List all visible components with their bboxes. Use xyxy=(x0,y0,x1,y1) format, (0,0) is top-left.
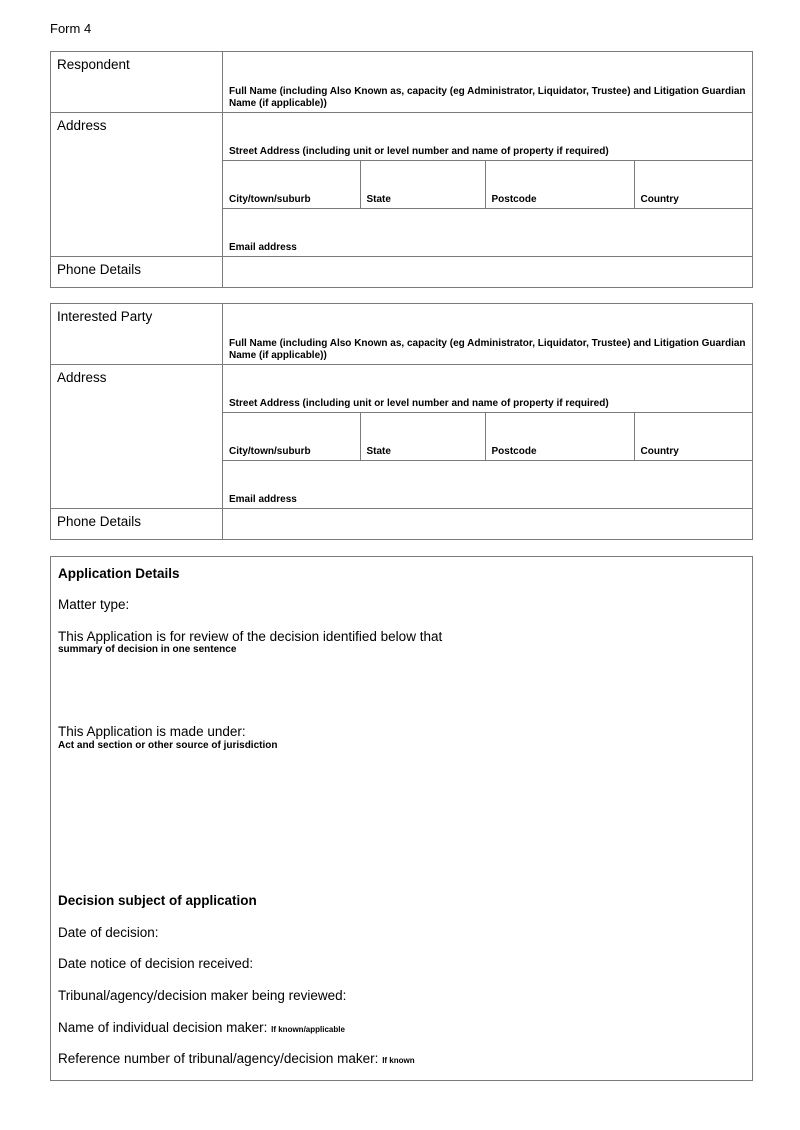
interested-party-city-field[interactable] xyxy=(223,413,360,460)
review-hint[interactable]: summary of decision in one sentence xyxy=(58,644,237,655)
respondent-email-field[interactable] xyxy=(223,209,753,257)
respondent-full-name-field[interactable] xyxy=(223,52,753,113)
email-label: Email address xyxy=(229,494,297,505)
postcode-label: Postcode xyxy=(491,194,537,205)
individual-hint: If known/applicable xyxy=(271,1025,345,1034)
interested-party-section xyxy=(50,303,753,540)
application-details-heading: Application Details xyxy=(58,566,180,581)
full-name-label: Full Name (including Also Known as, capacity (eg Administrator, Liquidator, Trustee) and Litigation Guardian Name (if applicable)) xyxy=(229,338,746,361)
interested-party-phone-label: Phone Details xyxy=(51,509,223,540)
state-label: State xyxy=(366,194,391,205)
decision-heading: Decision subject of application xyxy=(58,893,257,908)
interested-party-locality-row xyxy=(223,413,753,461)
respondent-city-field[interactable] xyxy=(223,161,360,208)
made-under-label: This Application is made under: xyxy=(58,724,246,739)
city-label: City/town/suburb xyxy=(229,194,311,205)
postcode-label: Postcode xyxy=(491,446,537,457)
matter-type-label[interactable]: Matter type: xyxy=(58,597,130,612)
review-statement: This Application is for review of the decision identified below that xyxy=(58,629,443,644)
reference-label: Reference number of tribunal/agency/decision maker: xyxy=(58,1051,379,1066)
city-label: City/town/suburb xyxy=(229,446,311,457)
street-address-label: Street Address (including unit or level number and name of property if required) xyxy=(229,146,609,157)
individual-decision-maker-line[interactable] xyxy=(58,1020,345,1035)
respondent-heading: Respondent xyxy=(51,52,223,113)
country-label: Country xyxy=(640,446,679,457)
tribunal-label[interactable]: Tribunal/agency/decision maker being reviewed: xyxy=(58,988,347,1003)
state-label: State xyxy=(366,446,391,457)
interested-party-postcode-field[interactable] xyxy=(485,413,634,460)
respondent-address-label: Address xyxy=(51,113,223,257)
interested-party-state-field[interactable] xyxy=(360,413,485,460)
respondent-postcode-field[interactable] xyxy=(485,161,634,208)
date-of-decision-label[interactable]: Date of decision: xyxy=(58,925,159,940)
interested-party-country-field[interactable] xyxy=(634,413,752,460)
interested-party-heading: Interested Party xyxy=(51,304,223,365)
reference-hint: If known xyxy=(382,1056,415,1065)
respondent-section xyxy=(50,51,753,288)
respondent-phone-label: Phone Details xyxy=(51,257,223,288)
interested-party-street-address-field[interactable] xyxy=(223,365,753,413)
respondent-state-field[interactable] xyxy=(360,161,485,208)
respondent-country-field[interactable] xyxy=(634,161,752,208)
form-number: Form 4 xyxy=(50,21,92,36)
respondent-phone-field[interactable] xyxy=(223,257,753,288)
reference-number-line[interactable] xyxy=(58,1051,415,1066)
country-label: Country xyxy=(640,194,679,205)
application-details-section xyxy=(50,556,753,1081)
respondent-locality-row xyxy=(223,161,753,209)
individual-label: Name of individual decision maker: xyxy=(58,1020,268,1035)
email-label: Email address xyxy=(229,242,297,253)
date-notice-label[interactable]: Date notice of decision received: xyxy=(58,956,254,971)
interested-party-phone-field[interactable] xyxy=(223,509,753,540)
interested-party-address-label: Address xyxy=(51,365,223,509)
street-address-label: Street Address (including unit or level number and name of property if required) xyxy=(229,398,609,409)
made-under-hint[interactable]: Act and section or other source of jurisdiction xyxy=(58,740,278,751)
respondent-street-address-field[interactable] xyxy=(223,113,753,161)
interested-party-full-name-field[interactable] xyxy=(223,304,753,365)
full-name-label: Full Name (including Also Known as, capacity (eg Administrator, Liquidator, Trustee) and Litigation Guardian Name (if applicable)) xyxy=(229,86,746,109)
interested-party-email-field[interactable] xyxy=(223,461,753,509)
